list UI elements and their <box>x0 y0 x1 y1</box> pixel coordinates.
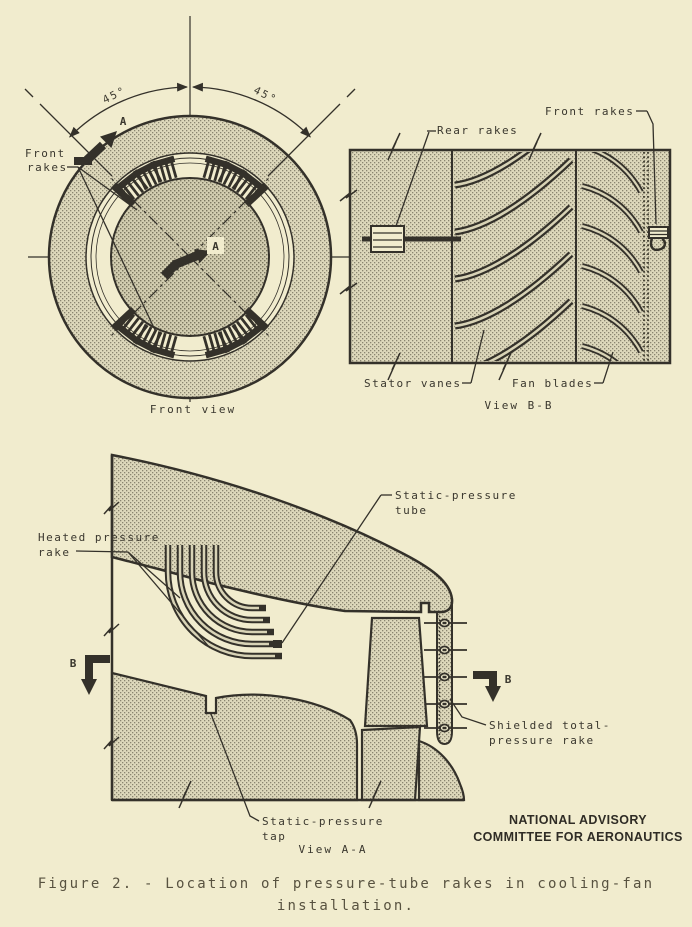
figure-caption: installation. <box>276 898 416 914</box>
view-bb <box>340 66 670 412</box>
heated-rake-label: rake <box>38 546 71 559</box>
section-line-right <box>268 104 340 176</box>
view-bb-caption: View B-B <box>484 399 554 412</box>
section-arrow-b-right <box>473 673 512 702</box>
static-tube-label: Static-pressure <box>395 489 517 502</box>
shielded-rake-label: Shielded total- <box>489 719 611 732</box>
inner-body-right <box>419 741 464 800</box>
section-letter-a: A <box>212 240 219 253</box>
section-line-right-dash <box>347 89 355 97</box>
fan-blades-label: Fan blades <box>512 377 594 390</box>
leader-line <box>450 699 486 725</box>
angle-label-right: 45° <box>251 84 280 107</box>
shielded-rake-label: pressure rake <box>489 734 595 747</box>
rear-rakes-label: Rear rakes <box>437 124 519 137</box>
section-letter-a: A <box>119 115 127 128</box>
figure-caption: Figure 2. - Location of pressure-tube rakes in cooling-fan <box>37 876 655 892</box>
front-view <box>25 16 355 416</box>
inner-body <box>112 673 357 800</box>
inner-body-middle <box>362 727 420 800</box>
angle-label-left: 45° <box>100 84 129 107</box>
naca-credit: NATIONAL ADVISORY <box>508 813 648 827</box>
stator-vanes-label: Stator vanes <box>364 377 462 390</box>
section-letter-b: B <box>69 657 77 670</box>
section-letter-b: B <box>504 673 512 686</box>
static-tap-label: tap <box>262 830 287 843</box>
view-aa <box>38 455 611 856</box>
naca-credit: COMMITTEE FOR AERONAUTICS <box>473 830 683 844</box>
view-aa-caption: View A-A <box>298 843 368 856</box>
cowl-section <box>112 455 452 612</box>
front-rakes-label: Front <box>25 147 66 160</box>
section-line-left-dash <box>25 89 33 97</box>
static-tap-label: Static-pressure <box>262 815 384 828</box>
section-arrow-b-left <box>70 657 110 695</box>
static-tube-label: tube <box>395 504 428 517</box>
fan-blade-section <box>365 618 427 726</box>
heated-rake-label: Heated pressure <box>38 531 160 544</box>
static-pressure-tube-tip <box>273 640 282 648</box>
front-rakes-label: rakes <box>27 161 68 174</box>
front-rakes-label-bb: Front rakes <box>545 105 635 118</box>
front-view-caption: Front view <box>149 403 237 416</box>
